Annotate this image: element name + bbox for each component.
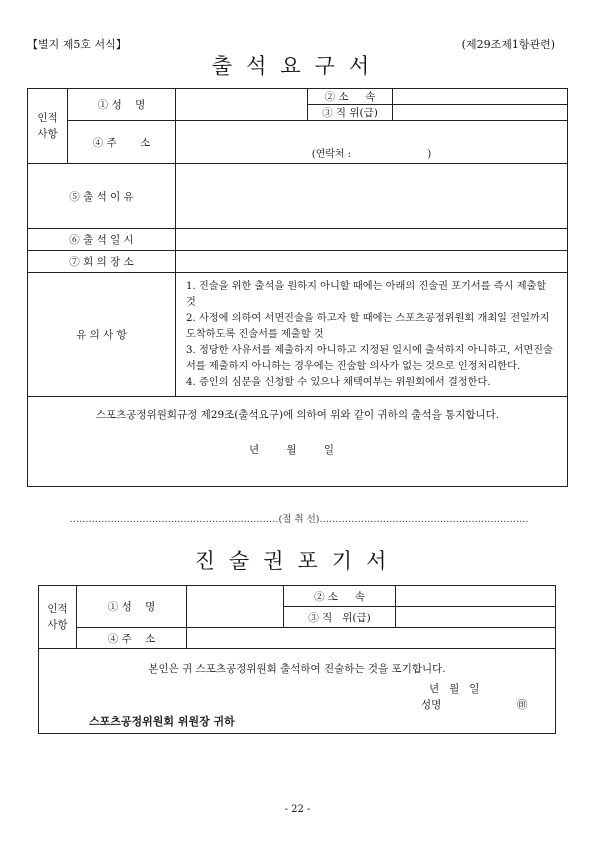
personal-info-label: 인적 사항 — [28, 89, 68, 164]
form-label: 【별지 제5호 서식】 — [27, 38, 127, 51]
attendance-request-form — [27, 88, 568, 487]
waiver-position-label: ③ 직 위(급) — [284, 607, 396, 628]
name-field[interactable] — [176, 89, 308, 121]
datetime-field[interactable] — [176, 229, 568, 251]
waiver-addressee: 스포츠공정위원회 위원장 귀하 — [89, 715, 235, 728]
cut-line: …………………………………………………………(절 취 선)………………………………………………………… — [69, 514, 529, 525]
venue-field[interactable] — [176, 251, 568, 273]
waiver-form-title: 진술권포기서 — [194, 549, 401, 573]
affiliation-field[interactable] — [393, 89, 568, 105]
position-label: ③ 직 위(급) — [308, 105, 393, 121]
note-item: 1. 진술을 위한 출석을 원하지 아니할 때에는 아래의 진술권 포기서를 즉시 제출할 것 — [186, 281, 547, 308]
seal-mark: ㊞ — [517, 699, 528, 711]
reason-field[interactable] — [176, 164, 568, 229]
note-item: 3. 정당한 사유서를 제출하지 아니하고 지정된 일시에 출석하지 아니하고, 서면진술서를 제출하지 아니하는 경우에는 진술할 의사가 없는 것으로 인정처리한다. — [186, 345, 553, 372]
waiver-statement-section — [39, 649, 556, 734]
page-number: - 22 - — [284, 804, 311, 815]
position-field[interactable] — [393, 105, 568, 121]
request-form-title: 출석요구서 — [211, 54, 384, 78]
statement-waiver-form — [38, 585, 556, 734]
waiver-address-label: ④ 주 소 — [77, 628, 187, 649]
article-reference: (제29조제1항관련) — [461, 38, 555, 51]
notice-date: 년 월 일 — [248, 443, 347, 456]
signature-label: 성명 — [421, 699, 442, 711]
waiver-name-label: ① 성 명 — [77, 586, 187, 628]
address-label: ④ 주 소 — [68, 121, 176, 164]
waiver-statement: 본인은 귀 스포츠공정위원회 출석하여 진술하는 것을 포기합니다. — [148, 663, 446, 675]
name-label: ① 성 명 — [68, 89, 176, 121]
waiver-address-field[interactable] — [187, 628, 556, 649]
notes-list — [176, 273, 568, 397]
waiver-personal-info-label: 인적 사항 — [39, 586, 77, 649]
waiver-affiliation-field[interactable] — [396, 586, 556, 607]
contact-label: (연락처 : ) — [311, 149, 432, 160]
address-field[interactable] — [176, 121, 568, 164]
waiver-position-field[interactable] — [396, 607, 556, 628]
affiliation-label: ② 소 속 — [308, 89, 393, 105]
note-item: 4. 증인의 심문을 신청할 수 있으나 채택여부는 위원회에서 결정한다. — [186, 377, 491, 388]
note-item: 2. 사정에 의하여 서면진술을 하고자 할 때에는 스포츠공정위원회 개최일 전일까지 도착하도록 진술서를 제출할 것 — [186, 313, 550, 340]
venue-label: ⑦ 회 의 장 소 — [28, 251, 176, 273]
datetime-label: ⑥ 출 석 일 시 — [28, 229, 176, 251]
notes-label: 유 의 사 항 — [28, 273, 176, 397]
reason-label: ⑤ 출 석 이 유 — [28, 164, 176, 229]
waiver-affiliation-label: ② 소 속 — [284, 586, 396, 607]
waiver-name-field[interactable] — [187, 586, 284, 628]
waiver-date: 년 월 일 — [429, 683, 480, 695]
notice-text: 스포츠공정위원회규정 제29조(출석요구)에 의하여 위와 같이 귀하의 출석을 통지합니다. — [95, 408, 500, 421]
notice-section — [28, 396, 568, 486]
